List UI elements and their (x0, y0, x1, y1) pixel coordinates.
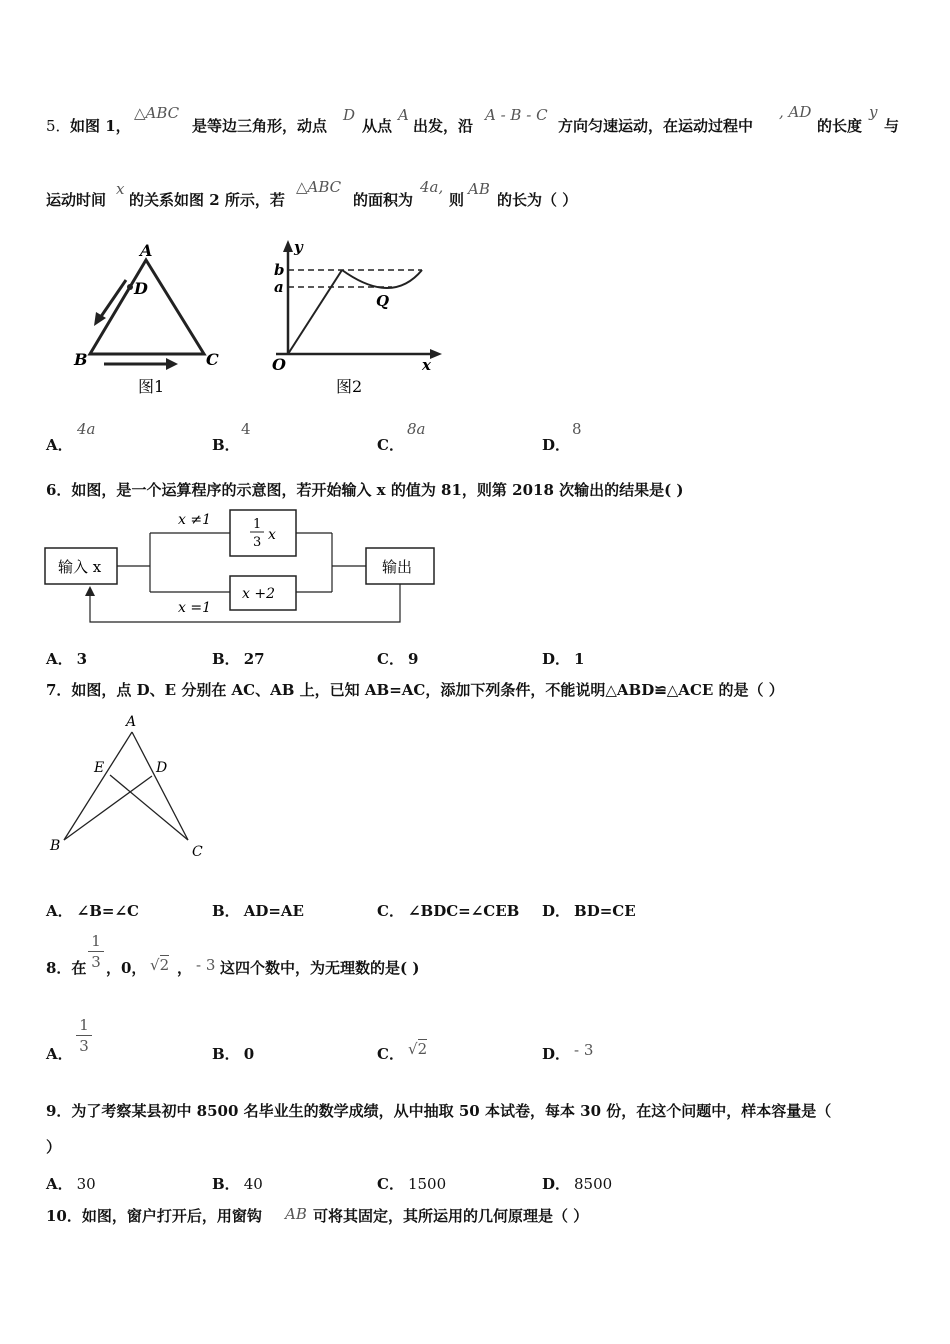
label-b-value: b (274, 261, 285, 279)
op-top-variable: x (268, 527, 276, 543)
q7-option-b: B． AD=AE (212, 902, 304, 920)
q7-option-c: C． ∠BDC=∠CEB (377, 902, 520, 920)
q10-math: AB (285, 1205, 307, 1223)
figure-1-caption: 图1 (138, 377, 165, 396)
q8-option-a-fraction (76, 1016, 92, 1055)
label-b: B (50, 838, 61, 854)
label-origin: O (272, 355, 286, 374)
label-d: D (156, 760, 168, 776)
segment-ac (132, 732, 188, 840)
q5-math-3: A (398, 106, 409, 124)
q5-option-c-value: 8a (407, 420, 426, 438)
x-axis-arrow (430, 349, 442, 359)
q5-number: 5． (46, 117, 71, 135)
q6-option-d: D． 1 (542, 650, 585, 668)
q5-line2-text-2: 的关系如图 2 所示，若 (129, 191, 285, 209)
q8-text-post: 这四个数中，为无理数的是( ) (220, 959, 420, 977)
q6-option-c: C． 9 (377, 650, 419, 668)
q5-text-6: 的长度 (817, 117, 863, 135)
q5-math-2: D (343, 106, 356, 124)
fraction-bar (76, 1035, 92, 1036)
q8-option-c-sqrt: √2 (408, 1040, 428, 1058)
q5-math-5: , AD (779, 103, 812, 121)
label-d: D (134, 279, 148, 298)
q6-flow-diagram (44, 506, 444, 624)
q9-option-b: B． 40 (212, 1175, 263, 1193)
q5-text-4: 出发，沿 (413, 117, 474, 135)
q5-figure-1 (60, 236, 230, 401)
q8-sqrt: √2 (150, 956, 170, 974)
q5-option-c-letter: C． (377, 436, 404, 454)
q5-option-d-value: 8 (572, 420, 582, 438)
fraction-numerator: 1 (91, 932, 101, 950)
q7-figure (44, 710, 214, 870)
q7-text: 7．如图，点 D、E 分别在 AC、AB 上，已知 AB=AC，添加下列条件，不能说明△ABD≌△ACE 的是（ ） (46, 681, 784, 699)
q5-text-7: 与 (884, 117, 900, 135)
fraction-bar (88, 951, 104, 952)
q8-option-a-letter: A． (46, 1045, 73, 1063)
loop-arrow-head (85, 586, 95, 596)
q5-math-1: △ABC (134, 104, 180, 122)
point-d (127, 284, 133, 290)
segment-ce (110, 775, 188, 840)
q5-line2-text-4: 则 (449, 191, 465, 209)
q5-option-a-value: 4a (77, 420, 96, 438)
q5-text-5: 方向匀速运动，在运动过程中 (558, 117, 754, 135)
condition-top: x ≠1 (178, 512, 211, 528)
fraction-numerator: 1 (79, 1016, 89, 1034)
q5-line2-text-5: 的长为（ ） (497, 191, 578, 209)
q10-text-post: 可将其固定，其所运用的几何原理是（ ） (313, 1207, 589, 1225)
q8-fraction (88, 932, 104, 971)
q5-figure-2 (262, 236, 452, 401)
label-b: B (74, 350, 88, 369)
condition-bottom: x =1 (178, 600, 211, 616)
q5-math-6: y (869, 103, 878, 121)
label-x: x (422, 356, 431, 374)
q8-option-b: B． 0 (212, 1045, 255, 1063)
q5-line2-math-4: AB (468, 180, 490, 198)
graph-line-segment (288, 270, 342, 354)
q5-option-d-letter: D． (542, 436, 571, 454)
q8-text-mid1: ，0， (106, 959, 147, 977)
graph-curve-segment (342, 270, 422, 288)
q5-line2-math-1: x (116, 180, 125, 198)
q6-option-a: A． 3 (46, 650, 88, 668)
fraction-denominator: 3 (79, 1037, 89, 1055)
q9-line-2: ） (46, 1138, 62, 1156)
q8-option-c-letter: C． (377, 1045, 404, 1063)
label-q: Q (376, 292, 390, 310)
q5-text-3: 从点 (362, 117, 393, 135)
q7-option-a: A． ∠B=∠C (46, 902, 139, 920)
q5-option-b-letter: B． (212, 436, 240, 454)
q6-text: 6．如图，是一个运算程序的示意图，若开始输入 x 的值为 81，则第 2018 次输出的结果是( ) (46, 481, 684, 499)
arrow-bc-head (166, 358, 178, 370)
q10-text-pre: 10．如图，窗户打开后，用窗钩 (46, 1207, 262, 1225)
q5-math-4: A - B - C (485, 106, 548, 124)
q7-option-d: D． BD=CE (542, 902, 636, 920)
label-a: A (126, 714, 137, 730)
q5-text-1: 如图 1， (70, 117, 131, 135)
q9-line-1: 9．为了考察某县初中 8500 名毕业生的数学成绩，从中抽取 50 本试卷，每本 30 份，在这个问题中，样本容量是（ (46, 1102, 832, 1120)
q6-option-b: B． 27 (212, 650, 265, 668)
q9-option-a: A． 30 (46, 1175, 96, 1193)
output-label: 输出 (382, 558, 413, 576)
op-top-numerator: 1 (253, 517, 262, 532)
op-top-denominator: 3 (253, 535, 262, 550)
q5-line2-text-3: 的面积为 (353, 191, 414, 209)
q8-option-d-value: - 3 (574, 1041, 594, 1059)
label-c: C (206, 350, 219, 369)
q8-option-d-letter: D． (542, 1045, 571, 1063)
q5-line2-math-3: 4a, (420, 178, 444, 196)
label-a: A (140, 241, 153, 260)
input-label: 输入 x (58, 558, 102, 576)
q9-option-c: C． 1500 (377, 1175, 447, 1193)
q5-line2-text-1: 运动时间 (46, 191, 107, 209)
q5-option-b-value: 4 (241, 420, 251, 438)
q5-option-a-letter: A． (46, 436, 73, 454)
q5-text-2: 是等边三角形，动点 (192, 117, 328, 135)
label-y: y (294, 238, 303, 256)
segment-bd (64, 776, 152, 840)
label-a-value: a (274, 278, 284, 296)
q8-text-mid2: ， (177, 959, 193, 977)
q8-text-pre: 8．在 (46, 959, 87, 977)
q9-option-d: D． 8500 (542, 1175, 613, 1193)
op-top-box (230, 510, 296, 556)
q8-negative: - 3 (196, 956, 216, 974)
label-c: C (192, 844, 203, 860)
op-bottom-label: x +2 (242, 586, 275, 602)
figure-2-caption: 图2 (336, 377, 363, 396)
y-axis-arrow (283, 240, 293, 252)
fraction-denominator: 3 (91, 953, 101, 971)
label-e: E (94, 760, 105, 776)
segment-ab (64, 732, 132, 840)
q5-line2-math-2: △ABC (296, 178, 342, 196)
